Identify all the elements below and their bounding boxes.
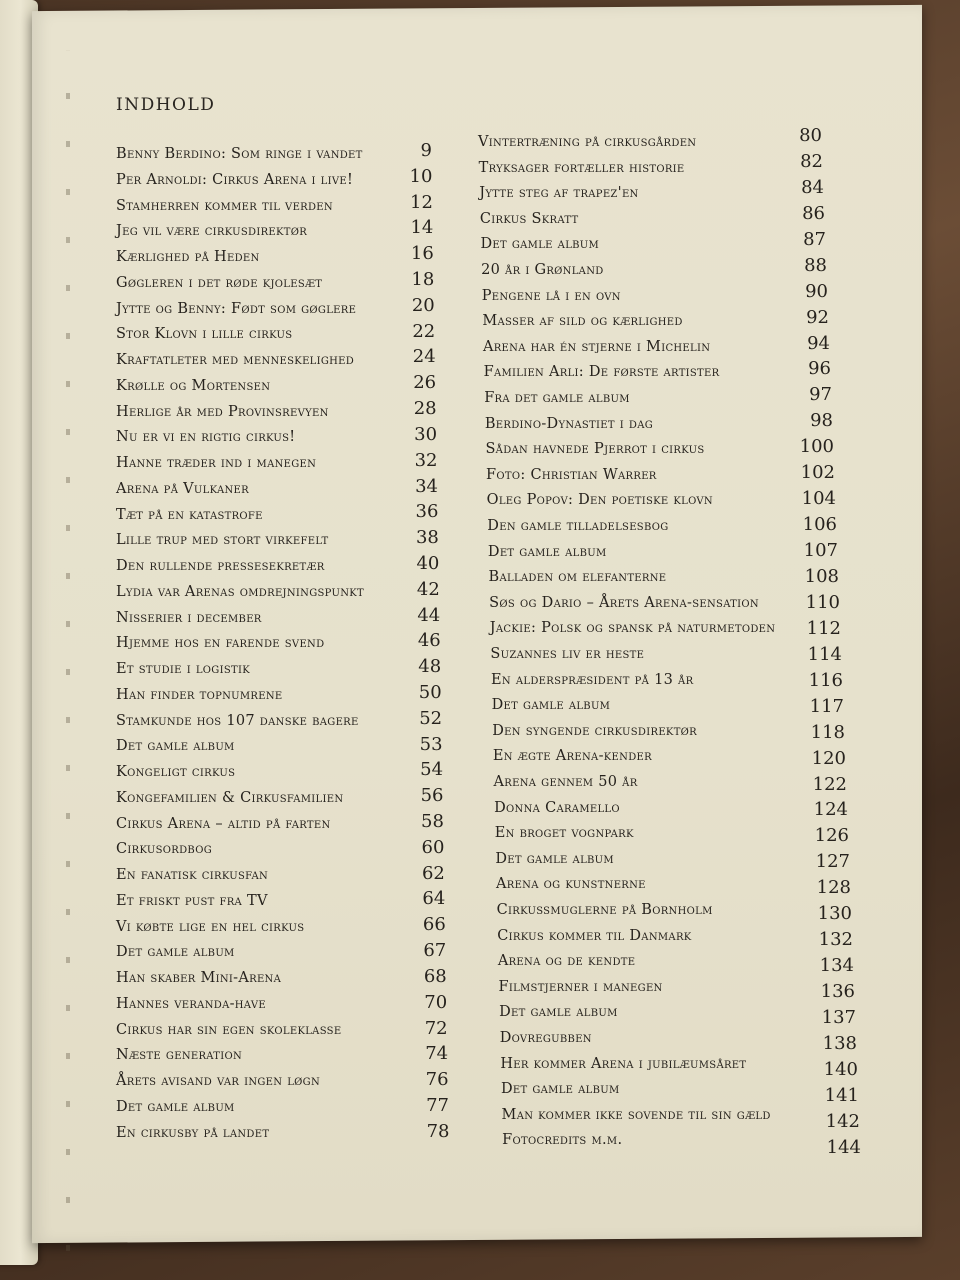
toc-entry-page-number: 122 bbox=[812, 773, 847, 795]
toc-entry-title: Stamkunde hos 107 danske bagere bbox=[116, 712, 359, 729]
toc-entry-title: Jytte og Benny: Født som gøglere bbox=[116, 300, 357, 317]
toc-entry-page-number: 72 bbox=[424, 1017, 448, 1039]
toc-entry-title: Kærlighed på Heden bbox=[116, 249, 260, 265]
toc-entry-page-number: 60 bbox=[421, 836, 445, 858]
toc-entry-title: Oleg Popov: Den poetiske klovn bbox=[486, 492, 713, 509]
toc-entry-page-number: 96 bbox=[808, 358, 831, 380]
toc-entry-page-number: 54 bbox=[420, 759, 444, 781]
toc-entry-title: Lille trup med stort virkefelt bbox=[116, 532, 329, 549]
toc-entry-title: Kongefamilien & Cirkusfamilien bbox=[116, 789, 344, 806]
toc-entry-page-number: 18 bbox=[411, 269, 435, 291]
toc-entry-page-number: 126 bbox=[814, 825, 849, 847]
toc-entry-title: Arena og de kendte bbox=[497, 953, 636, 970]
toc-entry-page-number: 88 bbox=[804, 254, 827, 276]
toc-entry-title: Familien Arli: De første artister bbox=[483, 364, 720, 381]
toc-entry-title: Cirkus har sin egen skoleklasse bbox=[116, 1021, 342, 1038]
toc-entry-title: Cirkus Skratt bbox=[479, 210, 579, 227]
toc-entry-page-number: 118 bbox=[810, 721, 845, 743]
toc-entry-title: Stor Klovn i lille cirkus bbox=[116, 326, 293, 343]
toc-entry-page-number: 16 bbox=[410, 243, 434, 265]
toc-entry-page-number: 30 bbox=[414, 423, 438, 445]
toc-entry-page-number: 64 bbox=[422, 888, 446, 910]
toc-entry-title: Det gamle album bbox=[500, 1081, 620, 1098]
toc-entry-page-number: 117 bbox=[809, 695, 844, 717]
toc-entry-page-number: 104 bbox=[801, 488, 836, 510]
toc-entry-page-number: 128 bbox=[816, 877, 851, 899]
toc-entry-title: Suzannes liv er heste bbox=[490, 646, 645, 662]
toc-entry-title: Cirkus kommer til Danmark bbox=[497, 927, 692, 944]
toc-entry-title: Det gamle album bbox=[487, 543, 607, 560]
toc-entry-page-number: 97 bbox=[809, 384, 832, 406]
toc-entry-page-number: 10 bbox=[409, 165, 433, 187]
toc-entry-page-number: 52 bbox=[419, 707, 443, 729]
toc-entry-page-number: 20 bbox=[411, 294, 435, 316]
toc-entry-title: Arena og kunstnerne bbox=[495, 876, 646, 893]
toc-entry-page-number: 66 bbox=[422, 914, 446, 936]
toc-entry-page-number: 36 bbox=[415, 501, 439, 523]
toc-entry-page-number: 78 bbox=[426, 1120, 450, 1142]
toc-entry-title: Vintertræning på cirkusgården bbox=[478, 134, 697, 150]
toc-entry-title: Årets avisand var ingen løgn bbox=[116, 1073, 321, 1089]
toc-entry-title: Arena har én stjerne i Michelin bbox=[482, 338, 711, 355]
toc-entry-title: Tryksager fortæller historie bbox=[478, 159, 685, 176]
toc-entry-title: Man kommer ikke sovende til sin gæld bbox=[501, 1106, 771, 1123]
toc-entry-page-number: 130 bbox=[817, 903, 852, 925]
toc-entry-title: Det gamle album bbox=[116, 1098, 235, 1115]
toc-entry-page-number: 110 bbox=[805, 591, 840, 613]
binding-stitches bbox=[66, 51, 70, 1251]
toc-entry-page-number: 62 bbox=[421, 862, 445, 884]
toc-entry-page-number: 141 bbox=[824, 1084, 859, 1106]
toc-entry-title: Jeg vil være cirkusdirektør bbox=[116, 223, 308, 240]
toc-entry-title: Et studie i logistik bbox=[116, 661, 250, 677]
toc-entry-page-number: 80 bbox=[799, 125, 822, 146]
page-title: INDHOLD bbox=[116, 95, 216, 115]
toc-entry-title: Arena på Vulkaner bbox=[116, 480, 249, 497]
toc-entry-title: En fanatisk cirkusfan bbox=[116, 867, 269, 883]
toc-entry-page-number: 136 bbox=[820, 981, 855, 1003]
toc-entry-title: Søs og Dario – Årets Arena-sensation bbox=[489, 594, 759, 611]
toc-entry-title: En ægte Arena-kender bbox=[492, 748, 652, 765]
toc-entry-title: Benny Berdino: Som ringe i vandet bbox=[116, 146, 363, 162]
toc-entry-page-number: 12 bbox=[410, 191, 433, 213]
toc-entry-page-number: 138 bbox=[822, 1032, 857, 1054]
toc-entry-page-number: 46 bbox=[417, 630, 441, 652]
toc-entry-page-number: 77 bbox=[426, 1094, 450, 1116]
toc-entry-title: Han skaber Mini-Arena bbox=[116, 970, 282, 986]
toc-entry-title: Cirkussmuglerne på Bornholm bbox=[496, 902, 713, 918]
toc-entry-page-number: 86 bbox=[802, 202, 825, 224]
toc-entry-page-number: 70 bbox=[424, 991, 448, 1013]
toc-entry-page-number: 40 bbox=[416, 552, 440, 574]
toc-entry-title: Det gamle album bbox=[491, 697, 611, 714]
toc-entry-title: Cirkusordbog bbox=[116, 841, 213, 858]
toc-entry-page-number: 9 bbox=[420, 140, 432, 161]
toc-entry-title: Nu er vi en rigtig cirkus! bbox=[116, 429, 296, 446]
toc-entry-page-number: 144 bbox=[826, 1136, 861, 1158]
toc-entry-title: Hjemme hos en farende svend bbox=[116, 635, 325, 652]
toc-entry-title: En broget vognpark bbox=[494, 825, 634, 842]
toc-entry-page-number: 22 bbox=[412, 320, 436, 342]
toc-entry-title: Den syngende cirkusdirektør bbox=[492, 722, 697, 739]
toc-entry-title: Han finder topnumrene bbox=[116, 686, 283, 703]
toc-entry-page-number: 102 bbox=[800, 462, 835, 484]
toc-entry-page-number: 24 bbox=[412, 346, 436, 368]
toc-entry-title: Det gamle album bbox=[480, 236, 600, 253]
toc-entry-page-number: 32 bbox=[414, 449, 438, 471]
toc-entry-title: Den rullende pressesekretær bbox=[116, 558, 325, 574]
toc-entry-page-number: 116 bbox=[808, 669, 843, 691]
toc-entry-title: Det gamle album bbox=[495, 850, 614, 867]
toc-entry-title: Pengene lå i en ovn bbox=[481, 287, 621, 304]
toc-entry-title: Sådan havnede Pjerrot i cirkus bbox=[485, 441, 705, 458]
toc-entry-title: Masser af sild og kærlighed bbox=[482, 313, 683, 330]
toc-entry-page-number: 106 bbox=[802, 514, 837, 536]
toc-entry-page-number: 48 bbox=[418, 656, 442, 678]
toc-entry-page-number: 84 bbox=[801, 176, 824, 198]
toc-entry-title: Vi købte lige en hel cirkus bbox=[116, 918, 305, 935]
toc-entry-page-number: 76 bbox=[425, 1069, 449, 1091]
toc-entry-title: Hannes veranda-have bbox=[116, 995, 266, 1012]
toc-entry-page-number: 120 bbox=[811, 747, 846, 769]
toc-entry-page-number: 53 bbox=[419, 733, 443, 755]
toc-entry-title: Jytte steg af trapez'en bbox=[479, 185, 639, 202]
toc-entry-page-number: 98 bbox=[810, 410, 833, 432]
toc-entry-page-number: 127 bbox=[815, 851, 850, 873]
toc-entry-page-number: 142 bbox=[825, 1110, 860, 1132]
toc-entry-title: Kongeligt cirkus bbox=[116, 764, 236, 780]
toc-entry-title: Fotocredits m.m. bbox=[502, 1132, 623, 1149]
toc-entry-page-number: 90 bbox=[805, 280, 828, 302]
toc-entry-page-number: 134 bbox=[819, 955, 854, 977]
toc-entry-page-number: 44 bbox=[417, 604, 441, 626]
toc-entry-title: Den gamle tilladelsesbog bbox=[487, 518, 669, 534]
toc-entry-title: 20 år i Grønland bbox=[481, 262, 604, 278]
toc-entry-title: Foto: Christian Warrer bbox=[486, 466, 657, 483]
toc-entry-title: Nisserier i december bbox=[116, 609, 262, 626]
toc-entry-page-number: 26 bbox=[413, 372, 437, 394]
toc-entry-title: Per Arnoldi: Cirkus Arena i live! bbox=[116, 171, 354, 188]
toc-entry-title: Gøgleren i det røde kjolesæt bbox=[116, 274, 323, 291]
toc-entry-title: Hanne træder ind i manegen bbox=[116, 455, 317, 471]
toc-entry-page-number: 42 bbox=[416, 578, 440, 600]
toc-entry-page-number: 67 bbox=[423, 940, 447, 962]
toc-entry-page-number: 68 bbox=[423, 965, 447, 987]
toc-entry-page-number: 137 bbox=[821, 1006, 856, 1028]
toc-entry-title: Fra det gamle album bbox=[484, 390, 630, 406]
toc-entry-title: En cirkusby på landet bbox=[116, 1124, 270, 1141]
toc-entry-page-number: 58 bbox=[421, 811, 444, 833]
toc-entry-page-number: 112 bbox=[806, 617, 841, 639]
toc-entry-page-number: 94 bbox=[807, 332, 830, 354]
toc-entry-title: Lydia var Arenas omdrejningspunkt bbox=[116, 583, 365, 600]
toc-entry-title: Det gamle album bbox=[499, 1004, 618, 1021]
toc-entry-title: Herlige år med Provinsrevyen bbox=[116, 403, 329, 420]
toc-entry-page-number: 38 bbox=[415, 527, 439, 549]
toc-entry-title: Arena gennem 50 år bbox=[493, 774, 638, 790]
toc-entry-title: Dovregubben bbox=[499, 1030, 592, 1046]
toc-entry-title: Her kommer Arena i jubilæumsåret bbox=[500, 1055, 747, 1072]
toc-entry-page-number: 34 bbox=[415, 475, 438, 497]
toc-entry-title: Krølle og Mortensen bbox=[116, 377, 271, 394]
toc-entry-title: Et friskt pust fra TV bbox=[116, 892, 268, 909]
toc-entry-page-number: 50 bbox=[418, 682, 442, 703]
toc-entry-title: Tæt på en katastrofe bbox=[116, 506, 263, 523]
toc-entry-page-number: 140 bbox=[823, 1058, 858, 1080]
toc-entry-page-number: 124 bbox=[813, 799, 848, 821]
toc-entry-page-number: 100 bbox=[799, 436, 834, 458]
toc-entry-title: En alderspræsident på 13 år bbox=[491, 671, 694, 688]
toc-entry-title: Donna Caramello bbox=[494, 799, 620, 816]
toc-entry-page-number: 28 bbox=[413, 398, 437, 420]
toc-entry-page-number: 82 bbox=[800, 150, 823, 172]
toc-entry-page-number: 56 bbox=[420, 785, 444, 807]
toc-entry-title: Balladen om elefanterne bbox=[488, 569, 667, 586]
toc-entry-page-number: 132 bbox=[818, 929, 853, 951]
toc-entry-page-number: 14 bbox=[410, 217, 434, 239]
toc-entry-title: Kraftatleter med menneskelighed bbox=[116, 352, 355, 368]
toc-entry-title: Jackie: Polsk og spansk på naturmetoden bbox=[489, 620, 776, 637]
toc-entry-page-number: 92 bbox=[806, 306, 829, 328]
toc-entry-page-number: 107 bbox=[803, 540, 838, 562]
toc-entry-title: Stamherren kommer til verden bbox=[116, 197, 333, 214]
toc-entry-page-number: 114 bbox=[807, 643, 842, 665]
toc-entry-page-number: 87 bbox=[803, 228, 826, 250]
toc-entry-title: Det gamle album bbox=[116, 944, 235, 961]
toc-entry-title: Næste generation bbox=[116, 1047, 243, 1064]
toc-entry-page-number: 108 bbox=[804, 565, 839, 587]
toc-entry-title: Filmstjerner i manegen bbox=[498, 978, 663, 995]
toc-entry-title: Cirkus Arena – altid på farten bbox=[116, 815, 331, 832]
toc-entry-title: Berdino-Dynastiet i dag bbox=[484, 415, 654, 432]
toc-entry-page-number: 74 bbox=[425, 1043, 449, 1065]
toc-entry-title: Det gamle album bbox=[116, 738, 235, 755]
